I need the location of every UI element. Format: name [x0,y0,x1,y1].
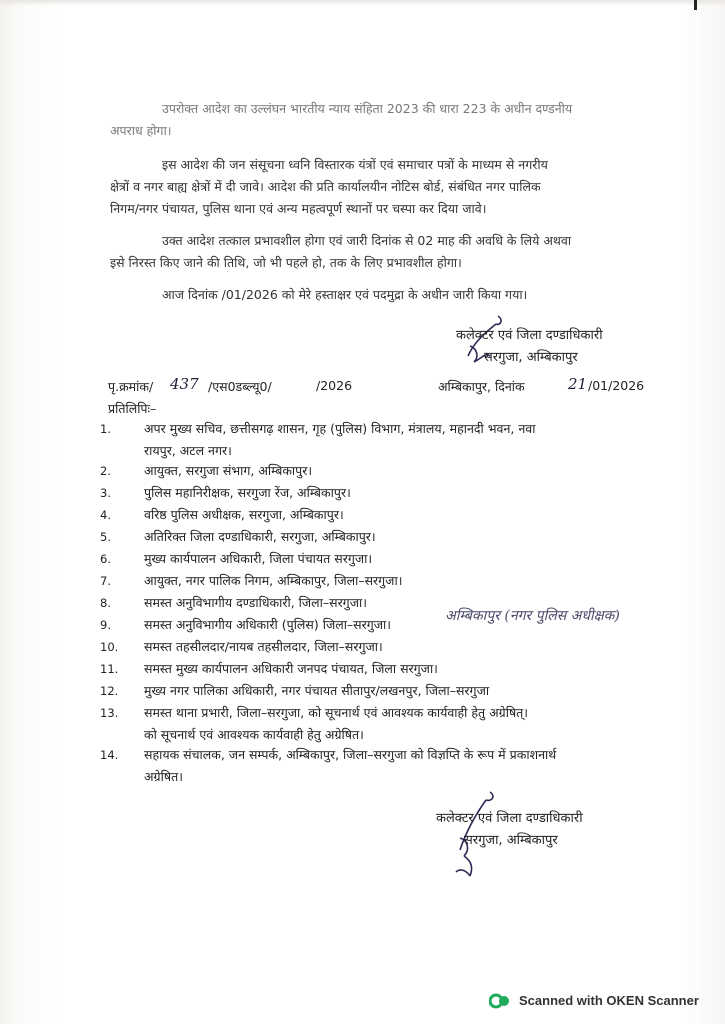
item-number: 1. [100,422,111,436]
item-text: समस्त अनुविभागीय अधिकारी (पुलिस) जिला–सरगुजा। [144,617,392,632]
para-line: अपराध होगा। [110,123,172,138]
item-number: 12. [100,684,119,698]
item-text: आयुक्त, नगर पालिक निगम, अम्बिकापुर, जिला–सरगुजा। [144,573,403,588]
item-number: 10. [100,640,119,654]
para-line: क्षेत्रों व नगर बाह्य क्षेत्रों में दी जावे। आदेश की प्रति कार्यालयीन नोटिस बोर्ड, संबंधित नगर पालिक [110,179,541,194]
item-number: 4. [100,508,111,522]
item-text: समस्त अनुविभागीय दण्डाधिकारी, जिला–सरगुजा। [144,595,367,610]
paragraph-violation-notice [110,98,670,142]
memo-prefix: पृ.क्रमांक/ [108,379,154,394]
item-number: 9. [100,618,111,632]
memo-office: /एस0डब्ल्यू0/ [208,379,272,394]
item-number: 13. [100,706,119,720]
signatory-title: कलेक्टर एवं जिला दण्डाधिकारी [456,328,603,343]
signatory-place: सरगुजा, अम्बिकापुर [464,833,558,848]
scanner-logo-icon [489,993,511,1009]
item-text: आयुक्त, सरगुजा संभाग, अम्बिकापुर। [144,463,313,478]
item-number: 14. [100,748,119,762]
paragraph-issue-date [110,284,670,306]
item-text: वरिष्ठ पुलिस अधीक्षक, सरगुजा, अम्बिकापुर। [144,507,344,522]
item-text: अपर मुख्य सचिव, छत्तीसगढ़ शासन, गृह (पुलिस) विभाग, मंत्रालय, महानदी भवन, नवा [144,421,536,436]
item-text: अतिरिक्त जिला दण्डाधिकारी, सरगुजा, अम्बिकापुर। [144,529,376,544]
item-text: सहायक संचालक, जन सम्पर्क, अम्बिकापुर, जिला–सरगुजा को विज्ञप्ति के रूप में प्रकाशनार्थ [144,747,557,762]
corner-mark [694,0,697,10]
item-number: 3. [100,486,111,500]
memo-date-rest: /01/2026 [588,378,645,393]
memo-reference-line [108,375,668,398]
memo-year: /2026 [316,378,353,393]
item-text: समस्त थाना प्रभारी, जिला–सरगुजा, को सूचनार्थ एवं आवश्यक कार्यवाही हेतु अग्रेषित्। [144,705,529,720]
memo-number: 437 [170,375,199,393]
item-number: 11. [100,662,119,676]
item-number: 2. [100,464,111,478]
para-line: इसे निरस्त किए जाने की तिथि, जो भी पहले हो, तक के लिए प्रभावशील होगा। [110,255,462,270]
item-text: अग्रेषित। [144,769,183,784]
copies-heading: प्रतिलिपिः– [108,401,157,416]
item-number: 7. [100,574,111,588]
scanner-footer-text: Scanned with OKEN Scanner [519,993,699,1008]
signatory-title: कलेक्टर एवं जिला दण्डाधिकारी [436,811,583,826]
item-text: को सूचनार्थ एवं आवश्यक कार्यवाही हेतु अग्रेषित। [144,727,364,742]
item-number: 5. [100,530,111,544]
item-number: 8. [100,596,111,610]
item-text: पुलिस महानिरीक्षक, सरगुजा रेंज, अम्बिकापुर। [144,485,351,500]
paragraph-public-notice [110,154,670,220]
item-number: 6. [100,552,111,566]
para-line: निगम/नगर पंचायत, पुलिस थाना एवं अन्य महत्वपूर्ण स्थानों पर चस्पा कर दिया जावे। [110,201,487,216]
para-line: उक्त आदेश तत्काल प्रभावशील होगा एवं जारी दिनांक से 02 माह की अवधि के लिये अथवा [162,233,572,248]
para-line: आज दिनांक /01/2026 को मेरे हस्ताक्षर एवं पदमुद्रा के अधीन जारी किया गया। [162,287,528,302]
item-text: समस्त मुख्य कार्यपालन अधिकारी जनपद पंचायत, जिला सरगुजा। [144,661,438,676]
page-top-edge [0,0,725,6]
paragraph-effective-period [110,230,670,274]
item-text: रायपुर, अटल नगर। [144,443,232,458]
memo-date-day: 21 [568,375,588,393]
item-text: समस्त तहसीलदार/नायब तहसीलदार, जिला–सरगुजा। [144,639,383,654]
signatory-place: सरगुजा, अम्बिकापुर [484,350,578,365]
para-line: उपरोक्त आदेश का उल्लंघन भारतीय न्याय संहिता 2023 की धारा 223 के अधीन दण्डनीय [162,101,573,116]
signature-block-top [456,325,603,369]
para-line: इस आदेश की जन संसूचना ध्वनि विस्तारक यंत्रों एवं समाचार पत्रों के माध्यम से नगरीय [162,157,548,172]
item-text: मुख्य नगर पालिका अधिकारी, नगर पंचायत सीतापुर/लखनपुर, जिला–सरगुजा [144,683,490,698]
handwritten-note: अम्बिकापुर (नगर पुलिस अधीक्षक) [445,608,620,624]
signature-block-bottom [436,808,583,852]
item-text: मुख्य कार्यपालन अधिकारी, जिला पंचायत सरगुजा। [144,551,373,566]
memo-date-place: अम्बिकापुर, दिनांक [438,379,525,394]
